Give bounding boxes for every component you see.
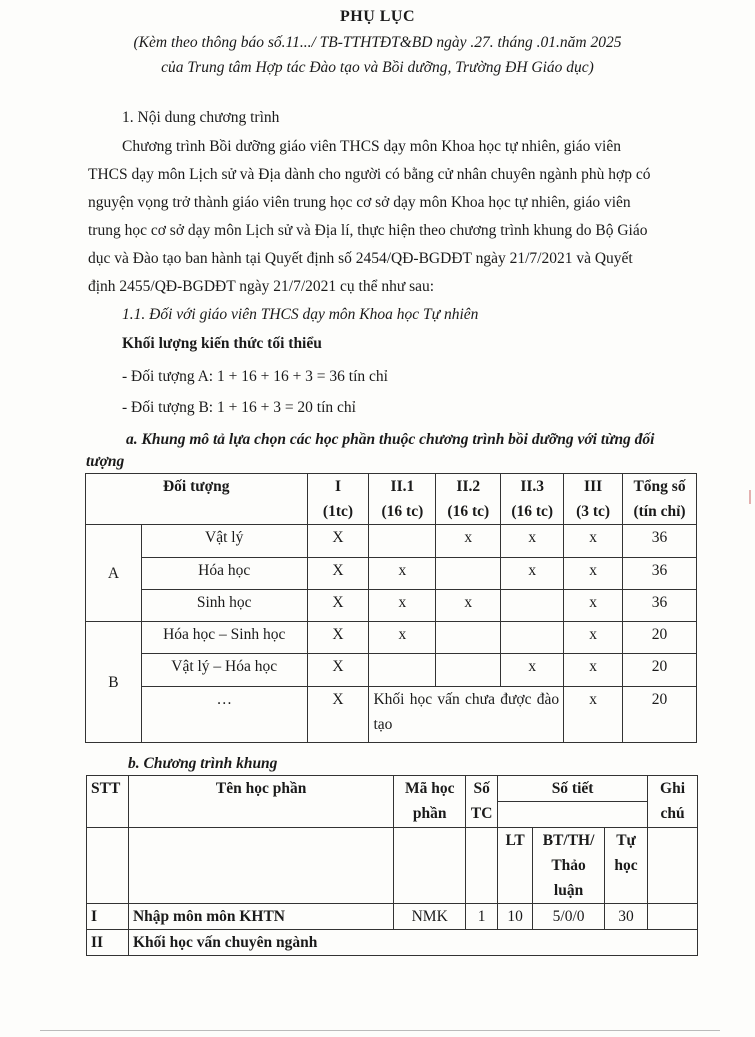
table-row xyxy=(86,687,697,743)
cell xyxy=(501,622,564,654)
cell: x xyxy=(436,525,501,558)
header-cell: BT/TH/ Thảo luận xyxy=(533,828,605,904)
cell: X xyxy=(307,687,369,743)
selection-table xyxy=(85,473,697,743)
cell: Vật lý xyxy=(141,525,307,558)
cell: X xyxy=(307,590,369,622)
cell xyxy=(436,622,501,654)
merged-cell: Khối học vấn chưa được đào tạo xyxy=(369,687,564,743)
header-cell: Mã học phần xyxy=(394,776,466,828)
cell: x xyxy=(564,622,623,654)
cell: X xyxy=(307,525,369,558)
cell: X xyxy=(307,654,369,687)
table-b-heading: b. Chương trình khung xyxy=(128,755,278,772)
curriculum-table xyxy=(86,775,698,956)
subtitle-line-1: (Kèm theo thông báo số.11.../ TB-TTHTĐT&BD ngày .27. tháng .01.năm 2025 xyxy=(133,34,622,51)
cell: x xyxy=(501,525,564,558)
header-cell: II.2 (16 tc) xyxy=(436,474,501,525)
table-row xyxy=(86,558,697,590)
knowledge-heading: Khối lượng kiến thức tối thiểu xyxy=(122,335,322,352)
subsection-heading: 1.1. Đối với giáo viên THCS dạy môn Khoa học Tự nhiên xyxy=(122,306,479,323)
cell: Vật lý – Hóa học xyxy=(141,654,307,687)
header-cell: Tự học xyxy=(605,828,648,904)
cell: Nhập môn môn KHTN xyxy=(128,904,393,930)
header-cell: Đối tượng xyxy=(86,474,308,525)
header-cell: I (1tc) xyxy=(307,474,369,525)
cell xyxy=(436,558,501,590)
object-b-line: - Đối tượng B: 1 + 16 + 3 = 20 tín chỉ xyxy=(122,399,356,416)
cell: 1 xyxy=(466,904,498,930)
header-cell: II.1 (16 tc) xyxy=(369,474,436,525)
cell: x xyxy=(369,622,436,654)
cell xyxy=(501,590,564,622)
cell: 36 xyxy=(623,525,697,558)
cell: x xyxy=(564,687,623,743)
table-row xyxy=(87,904,698,930)
table-a-heading: a. Khung mô tả lựa chọn các học phần thuộc chương trình bồi dưỡng với từng đối xyxy=(126,431,655,448)
group-cell: B xyxy=(86,622,142,743)
table-header-row xyxy=(86,474,697,525)
paragraph-line: THCS dạy môn Lịch sử và Địa dành cho người có bằng cử nhân chuyên ngành phù hợp có xyxy=(88,166,651,183)
cell: 30 xyxy=(605,904,648,930)
cell: I xyxy=(87,904,129,930)
page-title: PHỤ LỤC xyxy=(339,8,416,25)
header-cell: III (3 tc) xyxy=(564,474,623,525)
table-row xyxy=(87,930,698,956)
group-cell: A xyxy=(86,525,142,622)
cell: x xyxy=(564,590,623,622)
table-row xyxy=(86,654,697,687)
header-cell: LT xyxy=(498,828,533,904)
header-cell: Ghi chú xyxy=(648,776,698,828)
cell: 36 xyxy=(623,590,697,622)
cell xyxy=(369,525,436,558)
table-header-row xyxy=(87,776,698,802)
cell: 20 xyxy=(623,622,697,654)
paragraph-line: Chương trình Bồi dưỡng giáo viên THCS dạy môn Khoa học tự nhiên, giáo viên xyxy=(122,138,621,155)
header-cell: Tổng số (tín chỉ) xyxy=(623,474,697,525)
cell: 20 xyxy=(623,654,697,687)
cell: x xyxy=(369,558,436,590)
page-edge-line xyxy=(40,1030,720,1031)
header-cell: Số TC xyxy=(466,776,498,828)
paragraph-line: nguyện vọng trở thành giáo viên trung học cơ sở dạy môn Khoa học tự nhiên, giáo viên xyxy=(88,194,631,211)
cell: Hóa học – Sinh học xyxy=(141,622,307,654)
cell: x xyxy=(564,654,623,687)
cell: x xyxy=(501,654,564,687)
subtitle-line-2: của Trung tâm Hợp tác Đào tạo và Bồi dưỡng, Trường ĐH Giáo dục) xyxy=(161,59,594,76)
cell: II xyxy=(87,930,129,956)
cell: x xyxy=(564,525,623,558)
cell: NMK xyxy=(394,904,466,930)
paragraph-line: dục và Đào tạo ban hành tại Quyết định số 2454/QĐ-BGDĐT ngày 21/7/2021 và Quyết xyxy=(88,250,633,267)
cell: Sinh học xyxy=(141,590,307,622)
cell: 36 xyxy=(623,558,697,590)
cell xyxy=(436,654,501,687)
cell: … xyxy=(141,687,307,743)
cell: X xyxy=(307,622,369,654)
object-a-line: - Đối tượng A: 1 + 16 + 16 + 3 = 36 tín chỉ xyxy=(122,368,388,385)
cell: Hóa học xyxy=(141,558,307,590)
cell: 20 xyxy=(623,687,697,743)
table-row xyxy=(86,622,697,654)
header-cell: Số tiết xyxy=(498,776,648,802)
cell: x xyxy=(564,558,623,590)
cell: 10 xyxy=(498,904,533,930)
cell: 5/0/0 xyxy=(533,904,605,930)
paragraph-line: trung học cơ sở dạy môn Lịch sử và Địa lí, thực hiện theo chương trình khung do Bộ Giáo xyxy=(88,222,648,239)
margin-mark xyxy=(749,490,751,504)
header-cell: II.3 (16 tc) xyxy=(501,474,564,525)
cell: X xyxy=(307,558,369,590)
section-heading: 1. Nội dung chương trình xyxy=(122,109,280,126)
header-cell: STT xyxy=(87,776,129,828)
table-row xyxy=(86,525,697,558)
cell: x xyxy=(436,590,501,622)
cell xyxy=(648,904,698,930)
table-row xyxy=(86,590,697,622)
header-cell: Tên học phần xyxy=(128,776,393,828)
cell xyxy=(369,654,436,687)
cell: x xyxy=(369,590,436,622)
table-header-row xyxy=(87,828,698,904)
paragraph-line: định 2455/QĐ-BGDĐT ngày 21/7/2021 cụ thể như sau: xyxy=(88,278,435,295)
cell: Khối học vấn chuyên ngành xyxy=(128,930,697,956)
cell: x xyxy=(501,558,564,590)
table-a-heading-cont: tượng xyxy=(86,453,125,470)
